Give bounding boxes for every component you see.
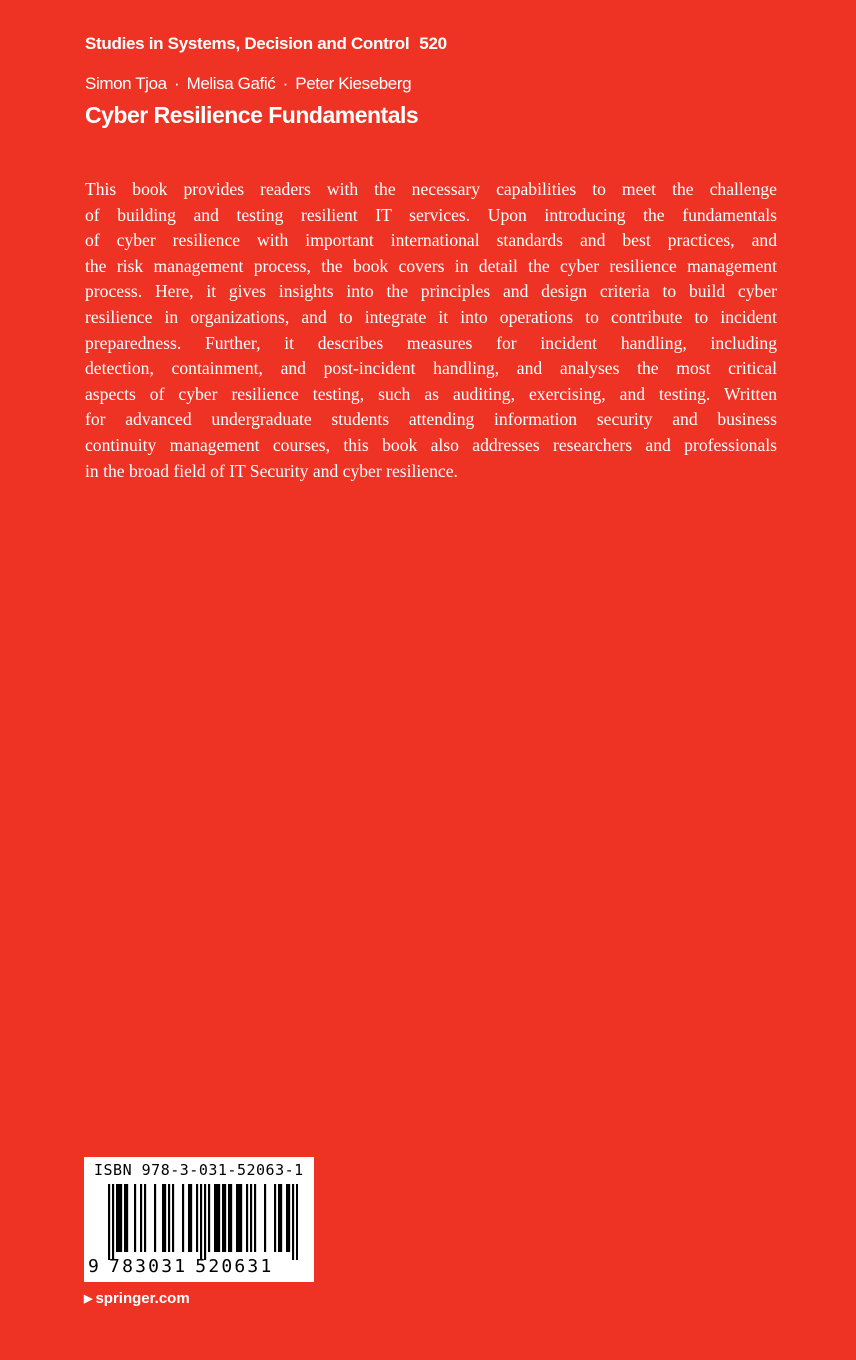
- isbn-digits-right: 520631: [195, 1256, 274, 1277]
- book-description: [85, 177, 777, 484]
- barcode-bar: [288, 1184, 290, 1252]
- description-line: resilience in organizations, and to integrate it into operations to contribute to incident: [85, 306, 777, 327]
- barcode-bar: [162, 1184, 164, 1252]
- description-line: of cyber resilience with important international standards and best practices, and: [85, 230, 777, 251]
- author-name: Simon Tjoa: [85, 74, 167, 93]
- isbn-label: ISBN 978-3-031-52063-1: [94, 1161, 304, 1179]
- isbn-digits: [88, 1256, 310, 1277]
- series-volume: 520: [419, 34, 447, 53]
- barcode-bar: [120, 1184, 122, 1252]
- barcode-bar: [230, 1184, 232, 1252]
- barcode-bar: [214, 1184, 216, 1252]
- isbn-digit-first: 9: [88, 1256, 102, 1277]
- series-name: Studies in Systems, Decision and Control: [85, 34, 410, 53]
- barcode-bar: [108, 1184, 110, 1260]
- barcode-bar: [250, 1184, 252, 1252]
- triangle-right-icon: ▶: [84, 1293, 93, 1305]
- barcode-bar: [296, 1184, 298, 1260]
- description-line: aspects of cyber resilience testing, such as auditing, exercising, and testing. Written: [85, 383, 777, 404]
- author-separator: ·: [174, 74, 180, 93]
- barcode-bar: [274, 1184, 276, 1252]
- barcode-bar: [124, 1184, 126, 1252]
- barcode-bars: [108, 1184, 298, 1260]
- barcode-bar: [140, 1184, 142, 1252]
- barcode-bar: [292, 1184, 294, 1260]
- book-title: Cyber Resilience Fundamentals: [85, 102, 419, 128]
- barcode-bar: [172, 1184, 174, 1252]
- barcode-bar: [182, 1184, 184, 1252]
- barcode-bar: [254, 1184, 256, 1252]
- barcode-bar: [240, 1184, 242, 1252]
- author-name: Melisa Gafić: [186, 74, 276, 93]
- author-name: Peter Kieseberg: [295, 74, 412, 93]
- description-line: for advanced undergraduate students attending information security and business: [85, 409, 777, 430]
- barcode-bar: [144, 1184, 146, 1252]
- barcode-bar: [200, 1184, 202, 1260]
- description-line: preparedness. Further, it describes measures for incident handling, including: [85, 332, 777, 353]
- barcode-bar: [164, 1184, 166, 1252]
- description-line: detection, containment, and post-incident handling, and analyses the most critical: [85, 358, 777, 379]
- barcode-bar: [228, 1184, 230, 1252]
- barcode-bar: [216, 1184, 218, 1252]
- barcode-bar: [196, 1184, 198, 1252]
- barcode-bar: [134, 1184, 136, 1252]
- barcode-bar: [118, 1184, 120, 1252]
- barcode-bar: [238, 1184, 240, 1252]
- barcode-bar: [218, 1184, 220, 1252]
- barcode-bar: [280, 1184, 282, 1252]
- description-line: continuity management courses, this book also addresses researchers and professionals: [85, 434, 777, 455]
- author-list: [85, 74, 411, 94]
- barcode-bar: [278, 1184, 280, 1252]
- barcode-bar: [286, 1184, 288, 1252]
- series-line: [85, 34, 447, 54]
- publisher-url: springer.com: [95, 1290, 190, 1307]
- description-line: the risk management process, the book covers in detail the cyber resilience management: [85, 255, 777, 276]
- barcode-bar: [208, 1184, 210, 1252]
- isbn-barcode: [84, 1157, 314, 1282]
- barcode-bar: [168, 1184, 170, 1252]
- barcode-bar: [190, 1184, 192, 1252]
- barcode-bar: [236, 1184, 238, 1252]
- barcode-bar: [264, 1184, 266, 1252]
- author-separator: ·: [282, 74, 288, 93]
- barcode-bar: [246, 1184, 248, 1252]
- publisher-link[interactable]: [84, 1290, 190, 1307]
- description-line: of building and testing resilient IT services. Upon introducing the fundamentals: [85, 204, 777, 225]
- barcode-bar: [204, 1184, 206, 1260]
- description-line: process. Here, it gives insights into the principles and design criteria to build cyber: [85, 281, 777, 302]
- barcode-bar: [154, 1184, 156, 1252]
- description-line: This book provides readers with the necessary capabilities to meet the challenge: [85, 179, 777, 199]
- barcode-bar: [116, 1184, 118, 1252]
- barcode-bar: [126, 1184, 128, 1252]
- barcode-bar: [112, 1184, 114, 1260]
- isbn-digits-left: 783031: [109, 1256, 188, 1277]
- barcode-bar: [224, 1184, 226, 1252]
- description-line: in the broad field of IT Security and cyber resilience.: [85, 460, 458, 481]
- barcode-bar: [188, 1184, 190, 1252]
- barcode-bar: [222, 1184, 224, 1252]
